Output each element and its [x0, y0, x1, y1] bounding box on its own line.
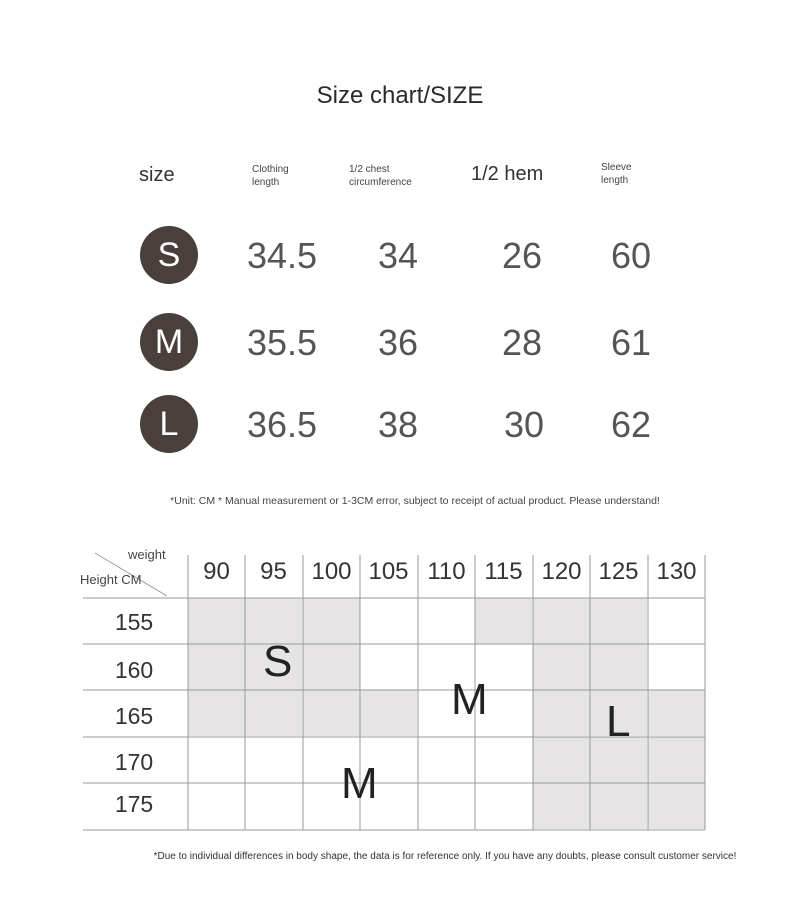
header-hem: 1/2 hem: [471, 163, 544, 185]
header-sleeve-line1: Sleeve: [601, 162, 632, 173]
weight-col-125: 125: [598, 558, 639, 585]
row-l-clothing-length: 36.5: [246, 404, 318, 445]
header-sleeve-line2: length: [601, 175, 629, 186]
weight-col-130: 130: [656, 558, 697, 585]
height-row-170: 170: [114, 749, 154, 775]
weight-col-100: 100: [311, 558, 352, 585]
row-l-hem: 30: [503, 404, 545, 445]
zone-label-m-bottom: M: [341, 759, 378, 808]
size-badge-l: L: [140, 395, 198, 453]
row-l-chest: 38: [377, 404, 419, 445]
row-m-hem: 28: [501, 322, 543, 363]
height-row-160: 160: [114, 657, 154, 683]
row-m-chest: 36: [377, 322, 419, 363]
height-row-165: 165: [114, 703, 154, 729]
zone-label-s: S: [263, 637, 293, 686]
size-badge-m: M: [140, 313, 198, 371]
header-chest-line1: 1/2 chest: [349, 164, 390, 175]
row-s-clothing-length: 34.5: [246, 235, 318, 276]
weight-col-105: 105: [368, 558, 409, 585]
page-title: Size chart/SIZE: [316, 82, 484, 109]
corner-weight-label: weight: [128, 547, 166, 562]
unit-note: *Unit: CM * Manual measurement or 1-3CM error, subject to receipt of actual product. Please understand!: [170, 495, 660, 507]
row-l-sleeve: 62: [610, 404, 652, 445]
header-clothing-length-line1: Clothing: [252, 164, 289, 175]
height-row-155: 155: [114, 609, 154, 635]
weight-col-115: 115: [484, 558, 523, 585]
header-chest-line2: circumference: [349, 177, 412, 188]
row-m-clothing-length: 35.5: [246, 322, 318, 363]
weight-col-110: 110: [427, 558, 466, 585]
weight-col-120: 120: [541, 558, 582, 585]
bottom-note: *Due to individual differences in body shape, the data is for reference only. If you have any doubts, please consult customer service!: [153, 851, 737, 862]
header-size: size: [139, 164, 175, 186]
height-row-175: 175: [114, 791, 154, 817]
corner-height-label: Height CM: [80, 572, 142, 587]
row-s-chest: 34: [377, 235, 419, 276]
row-s-sleeve: 60: [610, 235, 652, 276]
row-s-hem: 26: [501, 235, 543, 276]
header-clothing-length-line2: length: [252, 177, 280, 188]
weight-col-90: 90: [203, 558, 230, 585]
size-badge-s: S: [140, 226, 198, 284]
zone-label-m-top: M: [451, 675, 488, 724]
weight-col-95: 95: [260, 558, 287, 585]
zone-label-l: L: [606, 697, 631, 746]
row-m-sleeve: 61: [610, 322, 652, 363]
